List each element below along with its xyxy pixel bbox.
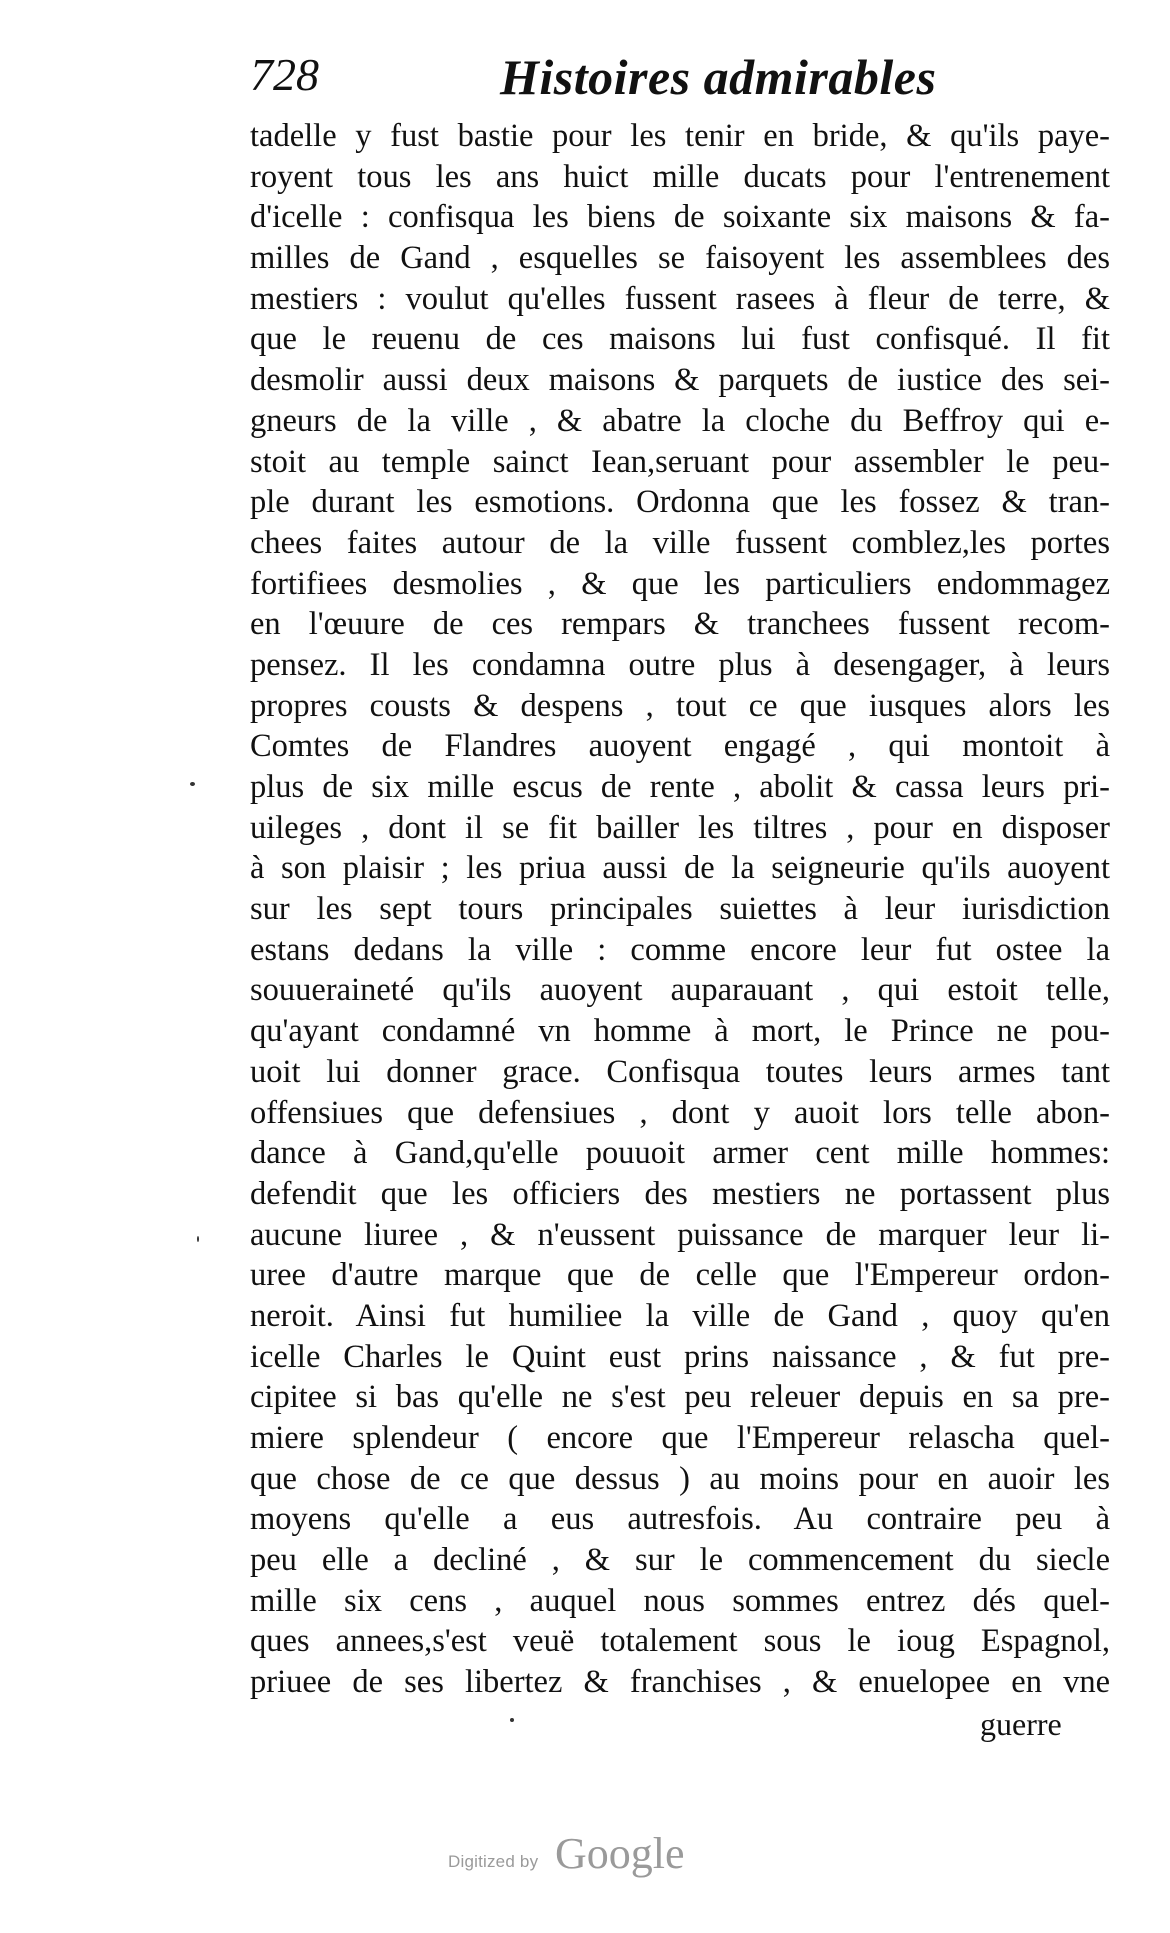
- text-line: tadelle y fust bastie pour les tenir en bride, & qu'ils paye-: [250, 118, 1110, 154]
- text-line: plus de six mille escus de rente , abolit & cassa leurs pri-: [250, 769, 1110, 805]
- digitized-by-label: Digitized by: [448, 1852, 539, 1871]
- page-number: 728: [250, 49, 319, 100]
- text-line: d'icelle : confisqua les biens de soixante six maisons & fa-: [250, 199, 1110, 236]
- text-line: chees faites autour de la ville fussent comblez,les portes: [250, 524, 1110, 561]
- digitization-watermark: [440, 1829, 740, 1892]
- ink-speck: [190, 782, 195, 786]
- text-line: mille six cens , auquel nous sommes entrez dés quel-: [250, 1582, 1110, 1619]
- text-line: gneurs de la ville , & abatre la cloche du Beffroy qui e-: [250, 402, 1110, 439]
- text-line: dance à Gand,qu'elle pouuoit armer cent mille hommes:: [250, 1135, 1110, 1172]
- text-line: desmolir aussi deux maisons & parquets de iustice des sei-: [250, 362, 1110, 399]
- text-line: Comtes de Flandres auoyent engagé , qui montoit à: [250, 728, 1110, 765]
- text-line: mestiers : voulut qu'elles fussent rasees à fleur de terre, &: [250, 280, 1110, 317]
- text-line: souueraineté qu'ils auoyent auparauant , qui estoit telle,: [250, 972, 1110, 1009]
- text-line: moyens qu'elle a eus autresfois. Au contraire peu à: [250, 1501, 1110, 1538]
- text-line: ques annees,s'est veuë totalement sous le ioug Espagnol,: [250, 1623, 1110, 1660]
- text-line: en l'œuure de ces rempars & tranchees fussent recom-: [250, 606, 1110, 643]
- ink-speck: [510, 1718, 514, 1722]
- text-line: à son plaisir ; les priua aussi de la seigneurie qu'ils auoyent: [250, 850, 1110, 887]
- text-line: royent tous les ans huict mille ducats pour l'entrenement: [250, 158, 1110, 195]
- text-line: priuee de ses libertez & franchises , & enuelopee en vne: [250, 1664, 1110, 1701]
- text-line: peu elle a decliné , & sur le commencement du siecle: [250, 1542, 1110, 1579]
- text-line: uileges , dont il se fit bailler les tiltres , pour en disposer: [250, 809, 1110, 846]
- text-line: uree d'autre marque que de celle que l'Empereur ordon-: [250, 1257, 1110, 1294]
- page-header: [250, 49, 1110, 122]
- text-line: propres cousts & despens , tout ce que iusques alors les: [250, 687, 1110, 724]
- text-line: ple durant les esmotions. Ordonna que les fossez & tran-: [250, 484, 1110, 521]
- text-line: cipitee si bas qu'elle ne s'est peu releuer depuis en sa pre-: [250, 1379, 1110, 1416]
- text-line: aucune liuree , & n'eussent puissance de marquer leur li-: [250, 1216, 1110, 1253]
- text-line: qu'ayant condamné vn homme à mort, le Prince ne pou-: [250, 1013, 1110, 1050]
- text-line: que le reuenu de ces maisons lui fust confisqué. Il fit: [250, 321, 1110, 358]
- text-line: defendit que les officiers des mestiers ne portassent plus: [250, 1175, 1110, 1212]
- text-line: pensez. Il les condamna outre plus à desengager, à leurs: [250, 646, 1110, 683]
- text-line: icelle Charles le Quint eust prins naissance , & fut pre-: [250, 1338, 1110, 1375]
- text-line: uoit lui donner grace. Confisqua toutes leurs armes tant: [250, 1053, 1110, 1090]
- text-line: estans dedans la ville : comme encore leur fut ostee la: [250, 931, 1110, 968]
- text-line: sur les sept tours principales suiettes à leur iurisdiction: [250, 891, 1110, 928]
- text-line: miere splendeur ( encore que l'Empereur relascha quel-: [250, 1420, 1110, 1456]
- text-line: fortifiees desmolies , & que les particuliers endommagez: [250, 565, 1110, 602]
- text-line: stoit au temple sainct Iean,seruant pour assembler le peu-: [250, 443, 1110, 480]
- text-line: neroit. Ainsi fut humiliee la ville de Gand , quoy qu'en: [250, 1297, 1110, 1334]
- catchword: guerre: [980, 1706, 1062, 1742]
- text-line: offensiues que defensiues , dont y auoit lors telle abon-: [250, 1094, 1110, 1131]
- ink-speck: [197, 1236, 199, 1242]
- text-line: que chose de ce que dessus ) au moins pour en auoir les: [250, 1460, 1110, 1497]
- text-line: milles de Gand , esquelles se faisoyent les assemblees des: [250, 240, 1110, 277]
- body-text: [250, 116, 1110, 1703]
- google-logo: Google: [555, 1829, 685, 1878]
- running-head: Histoires admirables: [500, 49, 937, 105]
